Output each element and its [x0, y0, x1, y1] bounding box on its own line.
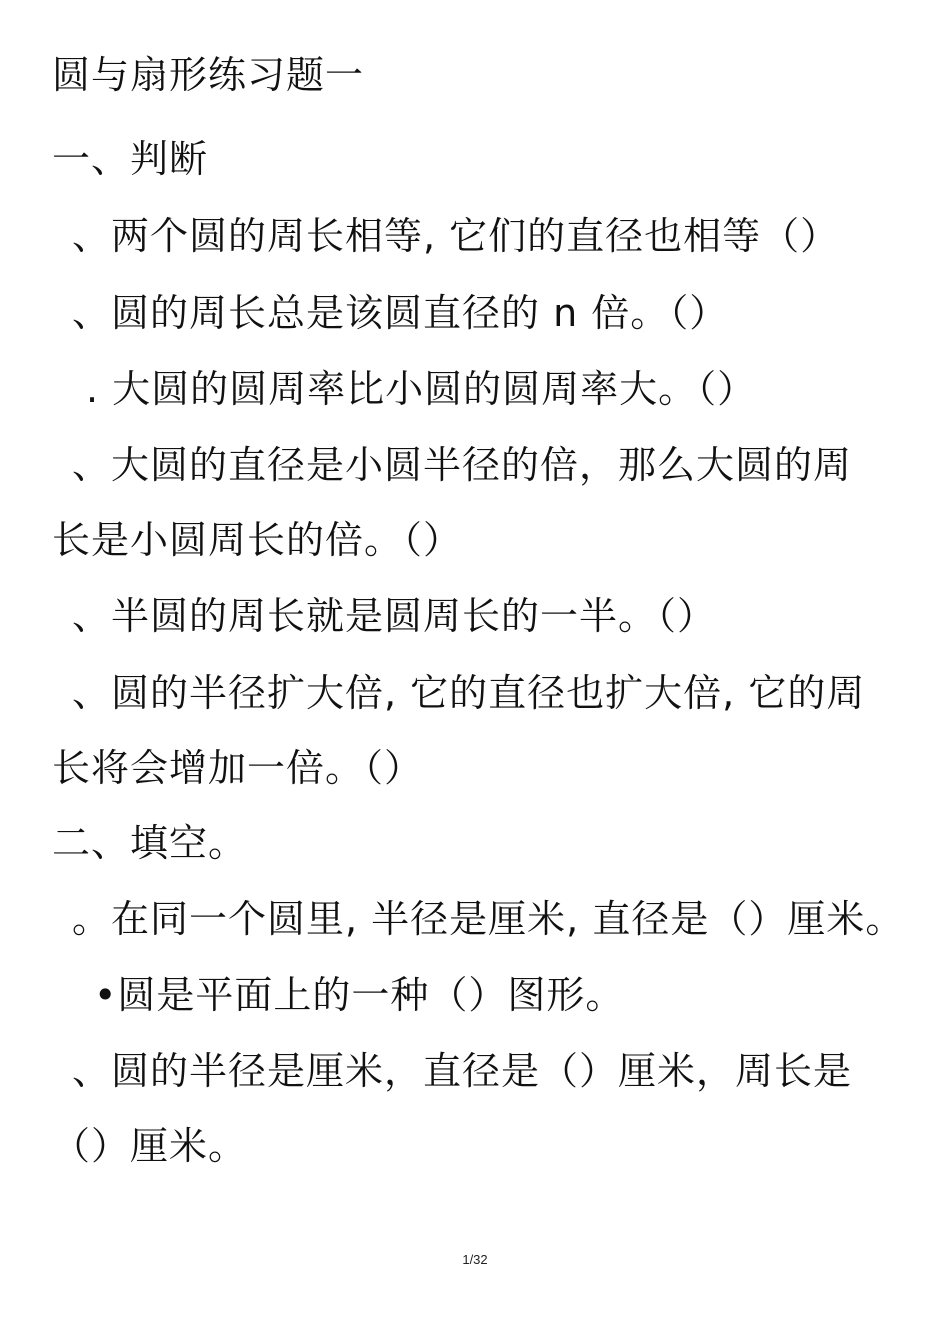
section-heading-fill-in: 二、填空。 [52, 821, 248, 865]
judgment-question-1: 、两个圆的周长相等, 它们的直径也相等（） [72, 214, 840, 258]
page-number: 1/32 [462, 1252, 488, 1267]
fill-question-3-line-2: （）厘米。 [52, 1124, 248, 1168]
judgment-question-6-line-1: 、圆的半径扩大倍, 它的直径也扩大倍, 它的周 [72, 671, 866, 715]
judgment-question-4-line-1: 、大圆的直径是小圆半径的倍，那么大圆的周 [72, 443, 853, 487]
judgment-question-3: . 大圆的圆周率比小圆的圆周率大。（） [86, 367, 757, 411]
fill-question-2: •圆是平面上的一种（）图形。 [94, 973, 625, 1017]
section-heading-judgment: 一、判断 [52, 137, 209, 181]
fill-question-3-line-1: 、圆的半径是厘米，直径是（）厘米，周长是 [72, 1049, 853, 1093]
judgment-question-2: 、圆的周长总是该圆直径的 n 倍。（） [72, 291, 729, 335]
judgment-question-5: 、半圆的周长就是圆周长的一半。（） [72, 594, 717, 638]
document-title: 圆与扇形练习题一 [52, 53, 365, 97]
judgment-question-4-line-2: 长是小圆周长的倍。（） [52, 518, 463, 562]
fill-question-1: 。在同一个圆里, 半径是厘米, 直径是（）厘米。 [72, 897, 905, 941]
judgment-question-6-line-2: 长将会增加一倍。（） [52, 746, 424, 790]
